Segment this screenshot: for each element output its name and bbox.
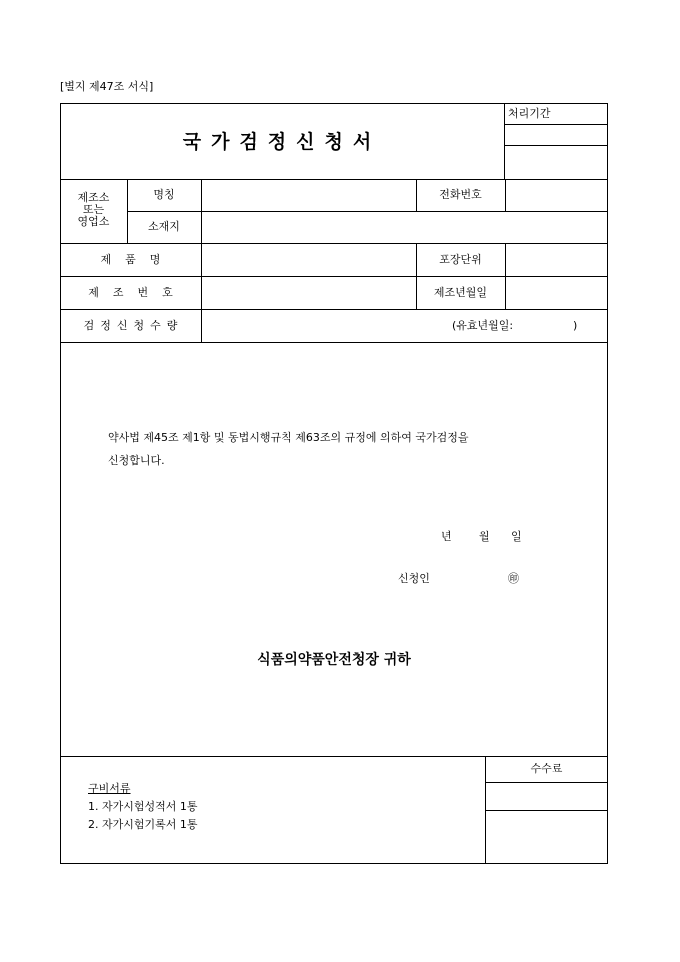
processing-period-field[interactable] — [505, 146, 607, 178]
packaging-unit-label: 포장단위 — [439, 253, 482, 266]
phone-field[interactable] — [506, 180, 606, 210]
applicant-field[interactable] — [432, 567, 500, 589]
processing-line-1 — [504, 124, 607, 125]
name-label: 명칭 — [153, 188, 175, 201]
outer-right-border — [607, 103, 608, 863]
date-month-label: 월 — [479, 530, 490, 543]
packaging-unit-field[interactable] — [506, 244, 606, 275]
row-line-342 — [60, 342, 608, 343]
form-header: [별지 제47조 서식] — [60, 80, 154, 93]
expiry-field[interactable] — [530, 312, 570, 338]
lot-number-field[interactable] — [202, 277, 415, 308]
processing-period-label: 처리기간 — [508, 107, 551, 120]
form-title: 국가검정신청서 — [182, 131, 382, 153]
fee-line-1 — [485, 782, 608, 783]
attachment-item-1: 1. 자가시험성적서 1통 — [88, 800, 198, 813]
manufacturer-label-2: 또는 — [82, 203, 105, 216]
name-field[interactable] — [202, 180, 415, 210]
manufacture-date-field[interactable] — [506, 277, 606, 308]
manufacture-date-label: 제조년월일 — [433, 286, 488, 299]
product-name-field[interactable] — [202, 244, 415, 275]
attachment-item-2: 2. 자가시험기록서 1통 — [88, 818, 198, 831]
attachments-title: 구비서류 — [88, 782, 131, 795]
phone-label: 전화번호 — [439, 188, 482, 201]
seal-mark: ㊞ — [508, 572, 519, 585]
fee-stamp-field[interactable] — [486, 811, 606, 862]
lot-number-label: 제조번호 — [88, 286, 187, 299]
inspection-qty-label: 검정신청수량 — [83, 319, 184, 332]
outer-bottom-border — [60, 863, 608, 864]
manufacturer-label-1: 제조소 — [77, 191, 110, 204]
date-day-label: 일 — [511, 530, 522, 543]
body-text-line-1: 약사법 제45조 제1항 및 동법시행규칙 제63조의 규정에 의하여 국가검정을 — [108, 431, 469, 444]
manufacturer-label-3: 영업소 — [77, 215, 110, 228]
expiry-close: ) — [573, 319, 578, 332]
address-label: 소재지 — [148, 220, 180, 233]
product-name-label: 제품명 — [100, 253, 175, 266]
bottom-section-line — [60, 756, 608, 757]
address-field[interactable] — [202, 212, 606, 242]
addressee: 식품의약품안전청장 귀하 — [257, 652, 411, 668]
fee-label: 수수료 — [530, 762, 563, 775]
inspection-qty-field[interactable] — [202, 310, 442, 341]
date-year-label: 년 — [441, 530, 452, 543]
body-text-line-2: 신청합니다. — [108, 454, 165, 467]
applicant-label: 신청인 — [398, 572, 430, 585]
expiry-label: (유효년월일: — [452, 319, 514, 332]
outer-top-border — [60, 103, 608, 104]
